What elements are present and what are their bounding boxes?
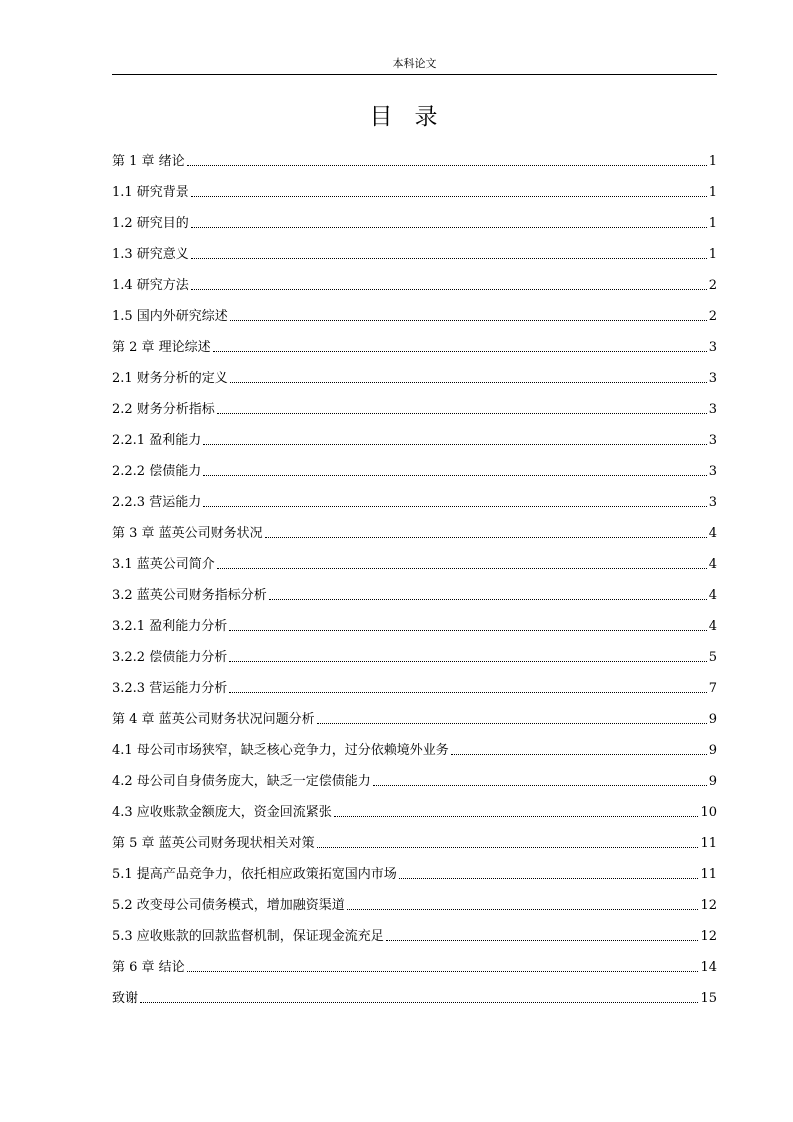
dot-leader [229, 692, 707, 693]
toc-entry[interactable] [112, 915, 717, 946]
toc-entry-text: 2.2 财务分析指标 [112, 402, 215, 417]
toc-entry-text: 4.2 母公司自身债务庞大，缺乏一定偿债能力 [112, 774, 371, 789]
dot-leader [399, 878, 699, 879]
dot-leader [191, 227, 707, 228]
toc-entry[interactable] [112, 512, 717, 543]
dot-leader [140, 1002, 698, 1003]
toc-entry[interactable] [112, 636, 717, 667]
dot-leader [373, 785, 707, 786]
toc-entry-text: 4.1 母公司市场狭窄，缺乏核心竞争力，过分依赖境外业务 [112, 743, 449, 758]
dot-leader [334, 816, 699, 817]
dot-leader [230, 382, 707, 383]
toc-page-number: 5 [708, 650, 717, 665]
toc-page-number: 3 [708, 340, 717, 355]
toc-page-number: 3 [708, 402, 717, 417]
toc-entry-text: 1.4 研究方法 [112, 278, 189, 293]
toc-entry-text: 第 6 章 结论 [112, 960, 185, 975]
dot-leader [317, 847, 699, 848]
toc-page-number: 9 [708, 774, 717, 789]
dot-leader [187, 165, 707, 166]
dot-leader [213, 351, 707, 352]
toc-entry-text: 1.5 国内外研究综述 [112, 309, 228, 324]
toc-page-number: 1 [708, 216, 717, 231]
toc-entry-text: 第 3 章 蓝英公司财务状况 [112, 526, 263, 541]
toc-page-number: 1 [708, 154, 717, 169]
toc-entry-text: 3.2.2 偿债能力分析 [112, 650, 228, 665]
toc-entry[interactable] [112, 171, 717, 202]
toc-entry-text: 第 1 章 绪论 [112, 154, 185, 169]
toc-entry[interactable] [112, 233, 717, 264]
toc-entry[interactable] [112, 388, 717, 419]
toc-entry[interactable] [112, 450, 717, 481]
dot-leader [203, 444, 707, 445]
toc-entry-text: 第 4 章 蓝英公司财务状况问题分析 [112, 712, 315, 727]
dot-leader [191, 258, 707, 259]
dot-leader [191, 196, 707, 197]
toc-entry[interactable] [112, 977, 717, 1008]
toc-page-number: 3 [708, 371, 717, 386]
dot-leader [265, 537, 707, 538]
dot-leader [229, 630, 707, 631]
toc-entry-text: 3.2.3 营运能力分析 [112, 681, 228, 696]
toc-entry[interactable] [112, 698, 717, 729]
dot-leader [203, 475, 707, 476]
toc-entry[interactable] [112, 326, 717, 357]
toc-page-number: 9 [708, 743, 717, 758]
toc-entry[interactable] [112, 605, 717, 636]
toc-page-number: 2 [708, 278, 717, 293]
toc-page-number: 10 [700, 805, 717, 820]
toc-entry[interactable] [112, 884, 717, 915]
toc-entry-text: 5.2 改变母公司债务模式，增加融资渠道 [112, 898, 345, 913]
toc-entry-text: 2.2.1 盈利能力 [112, 433, 202, 448]
dot-leader [386, 940, 699, 941]
header-text: 本科论文 [392, 57, 437, 70]
dot-leader [217, 413, 707, 414]
dot-leader [203, 506, 707, 507]
toc-page-number: 3 [708, 495, 717, 510]
dot-leader [217, 568, 707, 569]
toc-entry[interactable] [112, 140, 717, 171]
toc-page-number: 3 [708, 464, 717, 479]
toc-entry[interactable] [112, 760, 717, 791]
toc-entry[interactable] [112, 667, 717, 698]
dot-leader [269, 599, 707, 600]
toc-entry[interactable] [112, 202, 717, 233]
toc-entry-text: 致谢 [112, 991, 139, 1006]
toc-entry[interactable] [112, 729, 717, 760]
toc-page-number: 15 [700, 991, 717, 1006]
toc-entry-text: 2.1 财务分析的定义 [112, 371, 228, 386]
toc-page-number: 4 [708, 526, 717, 541]
toc-entry-text: 1.3 研究意义 [112, 247, 189, 262]
table-of-contents [112, 140, 717, 1008]
toc-page-number: 1 [708, 185, 717, 200]
toc-entry[interactable] [112, 822, 717, 853]
toc-entry[interactable] [112, 357, 717, 388]
toc-entry-text: 5.1 提高产品竞争力，依托相应政策拓宽国内市场 [112, 867, 397, 882]
toc-page-number: 1 [708, 247, 717, 262]
dot-leader [230, 320, 707, 321]
toc-page-number: 7 [708, 681, 717, 696]
toc-page-number: 4 [708, 588, 717, 603]
toc-entry[interactable] [112, 295, 717, 326]
toc-page-number: 12 [700, 929, 717, 944]
toc-entry-text: 2.2.2 偿债能力 [112, 464, 202, 479]
toc-page-number: 12 [700, 898, 717, 913]
toc-entry[interactable] [112, 791, 717, 822]
dot-leader [317, 723, 707, 724]
page-header [112, 52, 717, 75]
toc-page-number: 4 [708, 557, 717, 572]
toc-entry-text: 1.1 研究背景 [112, 185, 189, 200]
toc-entry[interactable] [112, 543, 717, 574]
toc-entry[interactable] [112, 481, 717, 512]
toc-title: 目录 [369, 104, 460, 130]
toc-page-number: 14 [700, 960, 717, 975]
toc-entry-text: 第 5 章 蓝英公司财务现状相关对策 [112, 836, 315, 851]
toc-entry-text: 3.2.1 盈利能力分析 [112, 619, 228, 634]
toc-entry-text: 3.2 蓝英公司财务指标分析 [112, 588, 267, 603]
dot-leader [187, 971, 699, 972]
toc-entry[interactable] [112, 264, 717, 295]
toc-entry-text: 2.2.3 营运能力 [112, 495, 202, 510]
toc-entry[interactable] [112, 419, 717, 450]
toc-entry-text: 5.3 应收账款的回款监督机制，保证现金流充足 [112, 929, 384, 944]
toc-entry[interactable] [112, 946, 717, 977]
dot-leader [347, 909, 699, 910]
toc-page-number: 3 [708, 433, 717, 448]
toc-entry-text: 第 2 章 理论综述 [112, 340, 211, 355]
dot-leader [191, 289, 707, 290]
toc-page-number: 11 [700, 867, 717, 882]
toc-page-number: 11 [700, 836, 717, 851]
toc-entry-text: 3.1 蓝英公司简介 [112, 557, 215, 572]
toc-page-number: 2 [708, 309, 717, 324]
dot-leader [229, 661, 707, 662]
toc-page-number: 9 [708, 712, 717, 727]
toc-entry[interactable] [112, 574, 717, 605]
toc-entry[interactable] [112, 853, 717, 884]
toc-entry-text: 4.3 应收账款金额庞大，资金回流紧张 [112, 805, 332, 820]
toc-entry-text: 1.2 研究目的 [112, 216, 189, 231]
dot-leader [451, 754, 707, 755]
toc-page-number: 4 [708, 619, 717, 634]
